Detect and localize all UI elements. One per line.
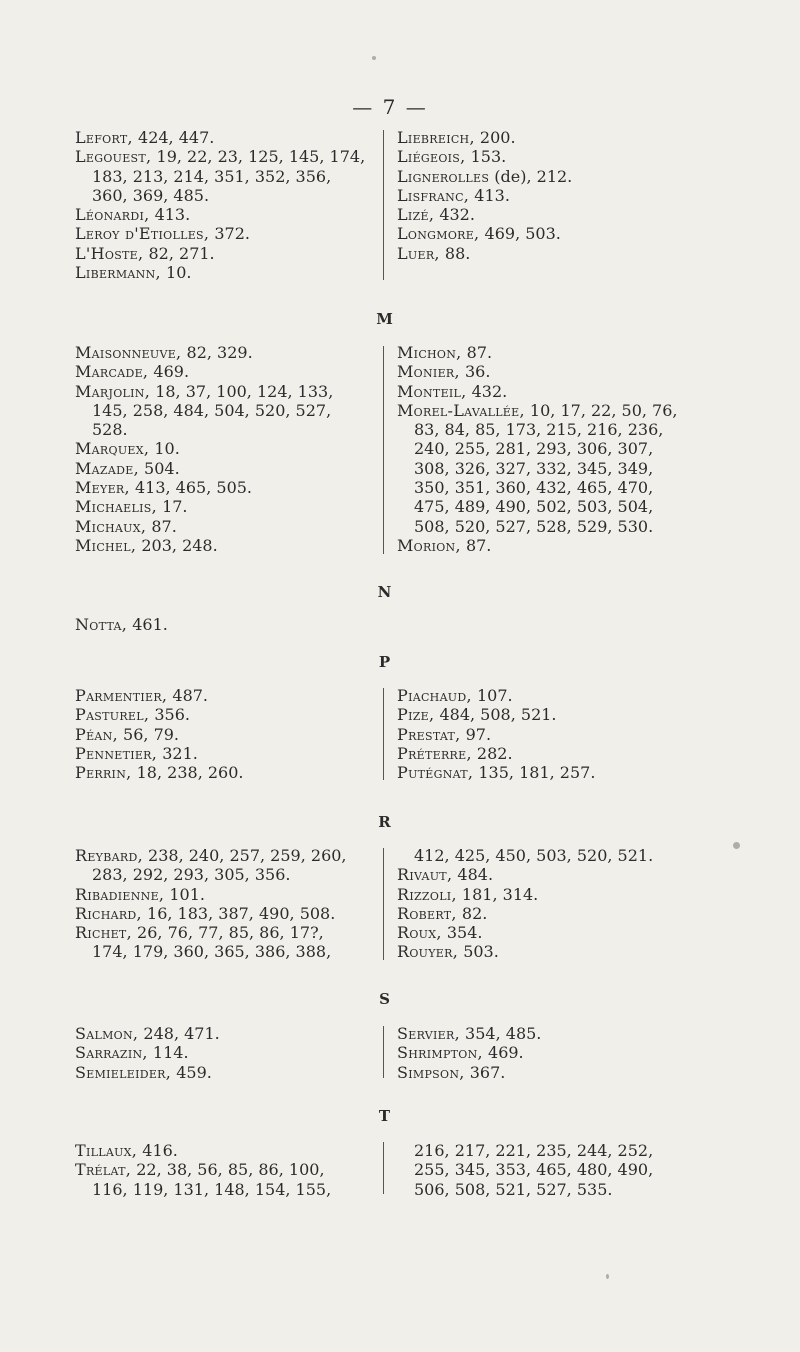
- page-references-continued: 116, 119, 131, 148, 154, 155,: [92, 1179, 332, 1199]
- index-entry: [75, 763, 373, 782]
- index-entry: [75, 439, 373, 458]
- ink-speck: [372, 56, 376, 60]
- left-column: [75, 615, 373, 634]
- entry-first-line: [75, 263, 373, 282]
- index-entry: [397, 686, 717, 705]
- index-entry: [75, 686, 373, 705]
- left-column: [75, 343, 373, 555]
- entry-first-line: [75, 459, 373, 478]
- entry-first-line: [397, 128, 717, 147]
- entry-first-line: [75, 1141, 373, 1160]
- index-entry: [75, 128, 373, 147]
- index-entry: [397, 205, 717, 224]
- author-name: Marcade,: [75, 362, 149, 382]
- index-entry: [75, 205, 373, 224]
- index-entry: [75, 478, 373, 497]
- entry-first-line: [75, 147, 373, 166]
- index-entry: [75, 744, 373, 763]
- index-entry: [397, 536, 717, 555]
- left-column: [75, 846, 373, 962]
- author-name: Longmore,: [397, 224, 480, 244]
- index-entry: [75, 1160, 373, 1199]
- index-entry: [397, 186, 717, 205]
- section-letter-heading: S: [379, 990, 391, 1008]
- index-entry: [397, 362, 717, 381]
- right-column: [397, 1024, 717, 1082]
- index-entry: [75, 615, 373, 634]
- column-divider: [383, 1026, 384, 1078]
- author-name: Notta,: [75, 615, 128, 634]
- page-references: 484.: [452, 865, 494, 885]
- index-entry: [397, 1024, 717, 1043]
- index-entry: [75, 904, 373, 923]
- author-name: Monier,: [397, 362, 460, 382]
- page-references: 17.: [156, 497, 188, 517]
- entry-first-line: [397, 382, 717, 401]
- page-references: 413.: [149, 205, 191, 225]
- author-name: Robert,: [397, 903, 457, 923]
- page-references: 432.: [434, 205, 475, 225]
- author-name: Trélat,: [75, 1160, 132, 1180]
- section-letter-heading: P: [378, 653, 392, 671]
- column-divider: [383, 848, 384, 960]
- index-entry: [75, 343, 373, 362]
- author-name: Monteil,: [397, 381, 467, 401]
- page-references: 153.: [465, 147, 507, 167]
- page-references: (de), 212.: [489, 166, 573, 186]
- page-references: 82.: [456, 903, 488, 923]
- page-references: 82, 271.: [143, 243, 215, 263]
- page-references-continued: 508, 520, 527, 528, 529, 530.: [414, 516, 654, 536]
- index-entry: [397, 1063, 717, 1082]
- page-references: 416.: [137, 1141, 178, 1160]
- entry-first-line: [397, 763, 717, 782]
- index-entry: [75, 1024, 373, 1043]
- right-column: [397, 1141, 717, 1199]
- page-references: 282.: [471, 743, 513, 763]
- entry-first-line: [397, 885, 717, 904]
- page-references-continued: 308, 326, 327, 332, 345, 349,: [414, 458, 654, 478]
- page-references: 97.: [460, 724, 492, 744]
- index-entry: [397, 147, 717, 166]
- page-references: 248, 471.: [138, 1024, 220, 1043]
- entry-first-line: [75, 904, 373, 923]
- author-name: Maisonneuve,: [75, 343, 182, 362]
- author-name: Pennetier,: [75, 743, 158, 763]
- author-name: Sarrazin,: [75, 1043, 148, 1063]
- page-references-continued: 216, 217, 221, 235, 244, 252,: [414, 1141, 654, 1160]
- author-name: Michon,: [397, 343, 462, 362]
- index-entry: [397, 885, 717, 904]
- entry-first-line: [75, 362, 373, 381]
- page-references-continued: 83, 84, 85, 173, 215, 216, 236,: [414, 420, 664, 440]
- entry-first-line: [397, 705, 717, 724]
- page-references: 56, 79.: [117, 724, 180, 744]
- right-column: [397, 846, 717, 962]
- author-name: Parmentier,: [75, 686, 168, 705]
- entry-first-line: [75, 725, 373, 744]
- author-name: Préterre,: [397, 743, 472, 763]
- entry-first-line: [75, 846, 373, 865]
- page-number: — 7 —: [352, 95, 428, 119]
- page-references: 203, 248.: [136, 535, 218, 555]
- entry-first-line: [75, 205, 373, 224]
- index-entry: [397, 744, 717, 763]
- index-entry: [75, 923, 373, 962]
- column-divider: [383, 1142, 384, 1194]
- index-entry: [75, 263, 373, 282]
- left-column: [75, 686, 373, 782]
- column-divider: [383, 346, 384, 554]
- index-entry: [75, 362, 373, 381]
- page-references: 372.: [209, 224, 250, 244]
- section-letter-heading: T: [378, 1107, 392, 1125]
- right-column: [397, 686, 717, 782]
- author-name: Pize,: [397, 705, 435, 725]
- author-name: Libermann,: [75, 263, 161, 283]
- index-entry: [75, 725, 373, 744]
- page-references: 356.: [149, 705, 190, 725]
- author-name: Tillaux,: [75, 1141, 138, 1160]
- entry-first-line: [75, 923, 373, 942]
- author-name: Lignerolles: [397, 166, 490, 186]
- entry-first-line: [397, 244, 717, 263]
- entry-first-line: [75, 686, 373, 705]
- page-references: 469, 503.: [479, 224, 561, 244]
- entry-first-line: [75, 763, 373, 782]
- entry-first-line: [75, 439, 373, 458]
- author-name: Luer,: [397, 243, 440, 263]
- index-entry: [75, 1063, 373, 1082]
- index-entry: [397, 763, 717, 782]
- author-name: Lisfranc,: [397, 185, 470, 205]
- page-references-continued: 283, 292, 293, 305, 356.: [92, 865, 291, 885]
- author-name: Liebreich,: [397, 128, 475, 147]
- left-column: [75, 1141, 373, 1199]
- author-name: Richet,: [75, 923, 132, 943]
- page-references: 413.: [469, 185, 510, 205]
- page-references: 36.: [459, 362, 491, 382]
- page-references: 432.: [466, 381, 508, 401]
- page-references: 88.: [439, 243, 471, 263]
- page-references-continued: 145, 258, 484, 504, 520, 527,: [92, 400, 332, 420]
- page-references: 469.: [148, 362, 190, 382]
- page-references: 114.: [147, 1043, 189, 1063]
- author-name: Léonardi,: [75, 205, 150, 225]
- index-entry: [75, 244, 373, 263]
- page-references: 238, 240, 257, 259, 260,: [142, 846, 347, 865]
- entry-first-line: [75, 744, 373, 763]
- author-name: Shrimpton,: [397, 1043, 483, 1063]
- entry-first-line: [75, 615, 373, 634]
- author-name: Roux,: [397, 923, 442, 943]
- index-entry: [75, 517, 373, 536]
- index-entry: [75, 497, 373, 516]
- author-name: Mazade,: [75, 458, 139, 478]
- page-references: 87.: [461, 343, 493, 362]
- author-name: Reybard,: [75, 846, 143, 865]
- column-divider: [383, 130, 384, 280]
- right-column: [397, 128, 717, 263]
- index-entry: [397, 846, 717, 865]
- entry-first-line: [397, 186, 717, 205]
- page-references: 413, 465, 505.: [129, 478, 253, 498]
- page-references: 26, 76, 77, 85, 86, 17?,: [131, 923, 324, 943]
- author-name: Rouyer,: [397, 942, 459, 962]
- entry-first-line: [397, 167, 717, 186]
- entry-first-line: [397, 1024, 717, 1043]
- page-references: 16, 183, 387, 490, 508.: [141, 903, 336, 923]
- author-name: Semieleider,: [75, 1062, 172, 1082]
- author-name: Pasturel,: [75, 705, 150, 725]
- index-entry: [75, 1043, 373, 1062]
- entry-first-line: [397, 865, 717, 884]
- page-references-continued: 412, 425, 450, 503, 520, 521.: [414, 846, 654, 865]
- index-entry: [397, 224, 717, 243]
- page-references: 101.: [164, 884, 205, 904]
- left-column: [75, 1024, 373, 1082]
- author-name: Michaelis,: [75, 497, 157, 517]
- entry-first-line: [75, 1160, 373, 1179]
- index-entry: [75, 224, 373, 243]
- entry-first-line: [75, 224, 373, 243]
- entry-first-line: [397, 536, 717, 555]
- entry-first-line: [75, 343, 373, 362]
- ink-speck: [606, 1274, 609, 1279]
- index-entry: [397, 382, 717, 401]
- author-name: Legouest,: [75, 147, 152, 167]
- index-entry: [75, 536, 373, 555]
- author-name: Salmon,: [75, 1024, 139, 1043]
- index-entry: [75, 147, 373, 205]
- entry-first-line: [397, 942, 717, 961]
- page-references: 181, 314.: [456, 884, 539, 904]
- index-entry: [397, 923, 717, 942]
- entry-first-line: [75, 536, 373, 555]
- author-name: Piachaud,: [397, 686, 472, 705]
- author-name: Marquex,: [75, 439, 150, 459]
- author-name: Putégnat,: [397, 763, 474, 783]
- entry-first-line: [75, 1063, 373, 1082]
- page-references: 87.: [146, 516, 177, 536]
- entry-first-line: [75, 1043, 373, 1062]
- page-references: 424, 447.: [132, 128, 215, 147]
- author-name: Leroy d'Etiolles,: [75, 224, 210, 244]
- author-name: Morel-Lavallée,: [397, 400, 525, 420]
- column-divider: [383, 688, 384, 780]
- entry-first-line: [397, 1043, 717, 1062]
- entry-first-line: [75, 497, 373, 516]
- author-name: Simpson,: [397, 1062, 465, 1082]
- author-name: Richard,: [75, 903, 142, 923]
- page-references: 22, 38, 56, 85, 86, 100,: [131, 1160, 325, 1180]
- page-references: 200.: [474, 128, 516, 147]
- index-entry: [75, 846, 373, 885]
- author-name: Meyer,: [75, 478, 130, 498]
- page-references: 82, 329.: [181, 343, 253, 362]
- page-references: 18, 37, 100, 124, 133,: [150, 381, 334, 401]
- page-references-continued: 240, 255, 281, 293, 306, 307,: [414, 439, 654, 459]
- entry-first-line: [75, 128, 373, 147]
- page-references: 87.: [460, 535, 492, 555]
- index-entry: [75, 1141, 373, 1160]
- entry-first-line: [397, 904, 717, 923]
- page-references-continued: 528.: [92, 420, 128, 440]
- section-letter-heading: N: [377, 583, 393, 601]
- page-references: 10, 17, 22, 50, 76,: [524, 400, 678, 420]
- author-name: Lizé,: [397, 205, 435, 225]
- author-name: Michel,: [75, 535, 137, 555]
- author-name: Liégeois,: [397, 147, 466, 167]
- index-entry: [397, 904, 717, 923]
- entry-first-line: [75, 885, 373, 904]
- page-references: 487.: [167, 686, 209, 705]
- page-references-continued: 174, 179, 360, 365, 386, 388,: [92, 942, 332, 962]
- entry-first-line: [397, 725, 717, 744]
- entry-first-line: [397, 362, 717, 381]
- entry-first-line: [397, 923, 717, 942]
- index-entry: [397, 343, 717, 362]
- entry-first-line: [397, 401, 717, 420]
- author-name: Servier,: [397, 1024, 460, 1043]
- index-entry: [397, 942, 717, 961]
- author-name: Péan,: [75, 724, 118, 744]
- author-name: Rivaut,: [397, 865, 453, 885]
- author-name: Lefort,: [75, 128, 133, 147]
- page-references: 484, 508, 521.: [434, 705, 557, 725]
- index-entry: [397, 705, 717, 724]
- index-entry: [397, 128, 717, 147]
- page-references-continued: 475, 489, 490, 502, 503, 504,: [414, 497, 654, 517]
- page-references: 10.: [160, 263, 192, 283]
- entry-first-line: [397, 205, 717, 224]
- ink-speck: [733, 842, 740, 849]
- entry-first-line: [75, 478, 373, 497]
- page-references: 321.: [157, 743, 198, 763]
- page-references: 469.: [482, 1043, 524, 1063]
- author-name: Ribadienne,: [75, 884, 165, 904]
- page-references: 354.: [441, 923, 483, 943]
- page-references: 10.: [149, 439, 180, 459]
- author-name: Prestat,: [397, 724, 461, 744]
- page-references: 19, 22, 23, 125, 145, 174,: [151, 147, 366, 167]
- page-references: 503.: [458, 942, 499, 962]
- author-name: Rizzoli,: [397, 884, 457, 904]
- index-entry: [397, 167, 717, 186]
- page-references-continued: 360, 369, 485.: [92, 185, 210, 205]
- index-entry: [397, 401, 717, 536]
- author-name: L'Hoste,: [75, 243, 144, 263]
- index-entry: [75, 382, 373, 440]
- entry-first-line: [397, 224, 717, 243]
- entry-first-line: [397, 1063, 717, 1082]
- entry-first-line: [397, 686, 717, 705]
- page-references-continued: 350, 351, 360, 432, 465, 470,: [414, 478, 654, 498]
- page-references: 107.: [471, 686, 513, 705]
- index-entry: [397, 244, 717, 263]
- entry-first-line: [75, 705, 373, 724]
- index-entry: [397, 1043, 717, 1062]
- entry-first-line: [397, 744, 717, 763]
- page-references: 459.: [171, 1062, 212, 1082]
- page-references: 18, 238, 260.: [131, 763, 244, 783]
- index-entry: [397, 865, 717, 884]
- entry-first-line: [397, 147, 717, 166]
- page-references: 135, 181, 257.: [473, 763, 596, 783]
- author-name: Michaux,: [75, 516, 147, 536]
- page-references-continued: 506, 508, 521, 527, 535.: [414, 1179, 613, 1199]
- entry-first-line: [397, 343, 717, 362]
- index-entry: [75, 705, 373, 724]
- entry-first-line: [75, 382, 373, 401]
- index-entry: [397, 725, 717, 744]
- entry-first-line: [75, 1024, 373, 1043]
- author-name: Morion,: [397, 535, 461, 555]
- page-references: 504.: [138, 458, 180, 478]
- page-references-continued: 183, 213, 214, 351, 352, 356,: [92, 166, 332, 186]
- left-column: [75, 128, 373, 282]
- author-name: Marjolin,: [75, 381, 151, 401]
- index-entry: [397, 1141, 717, 1199]
- index-entry: [75, 885, 373, 904]
- section-letter-heading: R: [378, 813, 392, 831]
- author-name: Perrin,: [75, 763, 132, 783]
- page-references: 354, 485.: [459, 1024, 542, 1043]
- section-letter-heading: M: [376, 310, 394, 328]
- index-entry: [75, 459, 373, 478]
- entry-first-line: [75, 517, 373, 536]
- right-column: [397, 343, 717, 555]
- entry-first-line: [75, 244, 373, 263]
- page-references-continued: 255, 345, 353, 465, 480, 490,: [414, 1160, 654, 1180]
- page-references: 461.: [127, 615, 168, 634]
- page-references: 367.: [464, 1062, 506, 1082]
